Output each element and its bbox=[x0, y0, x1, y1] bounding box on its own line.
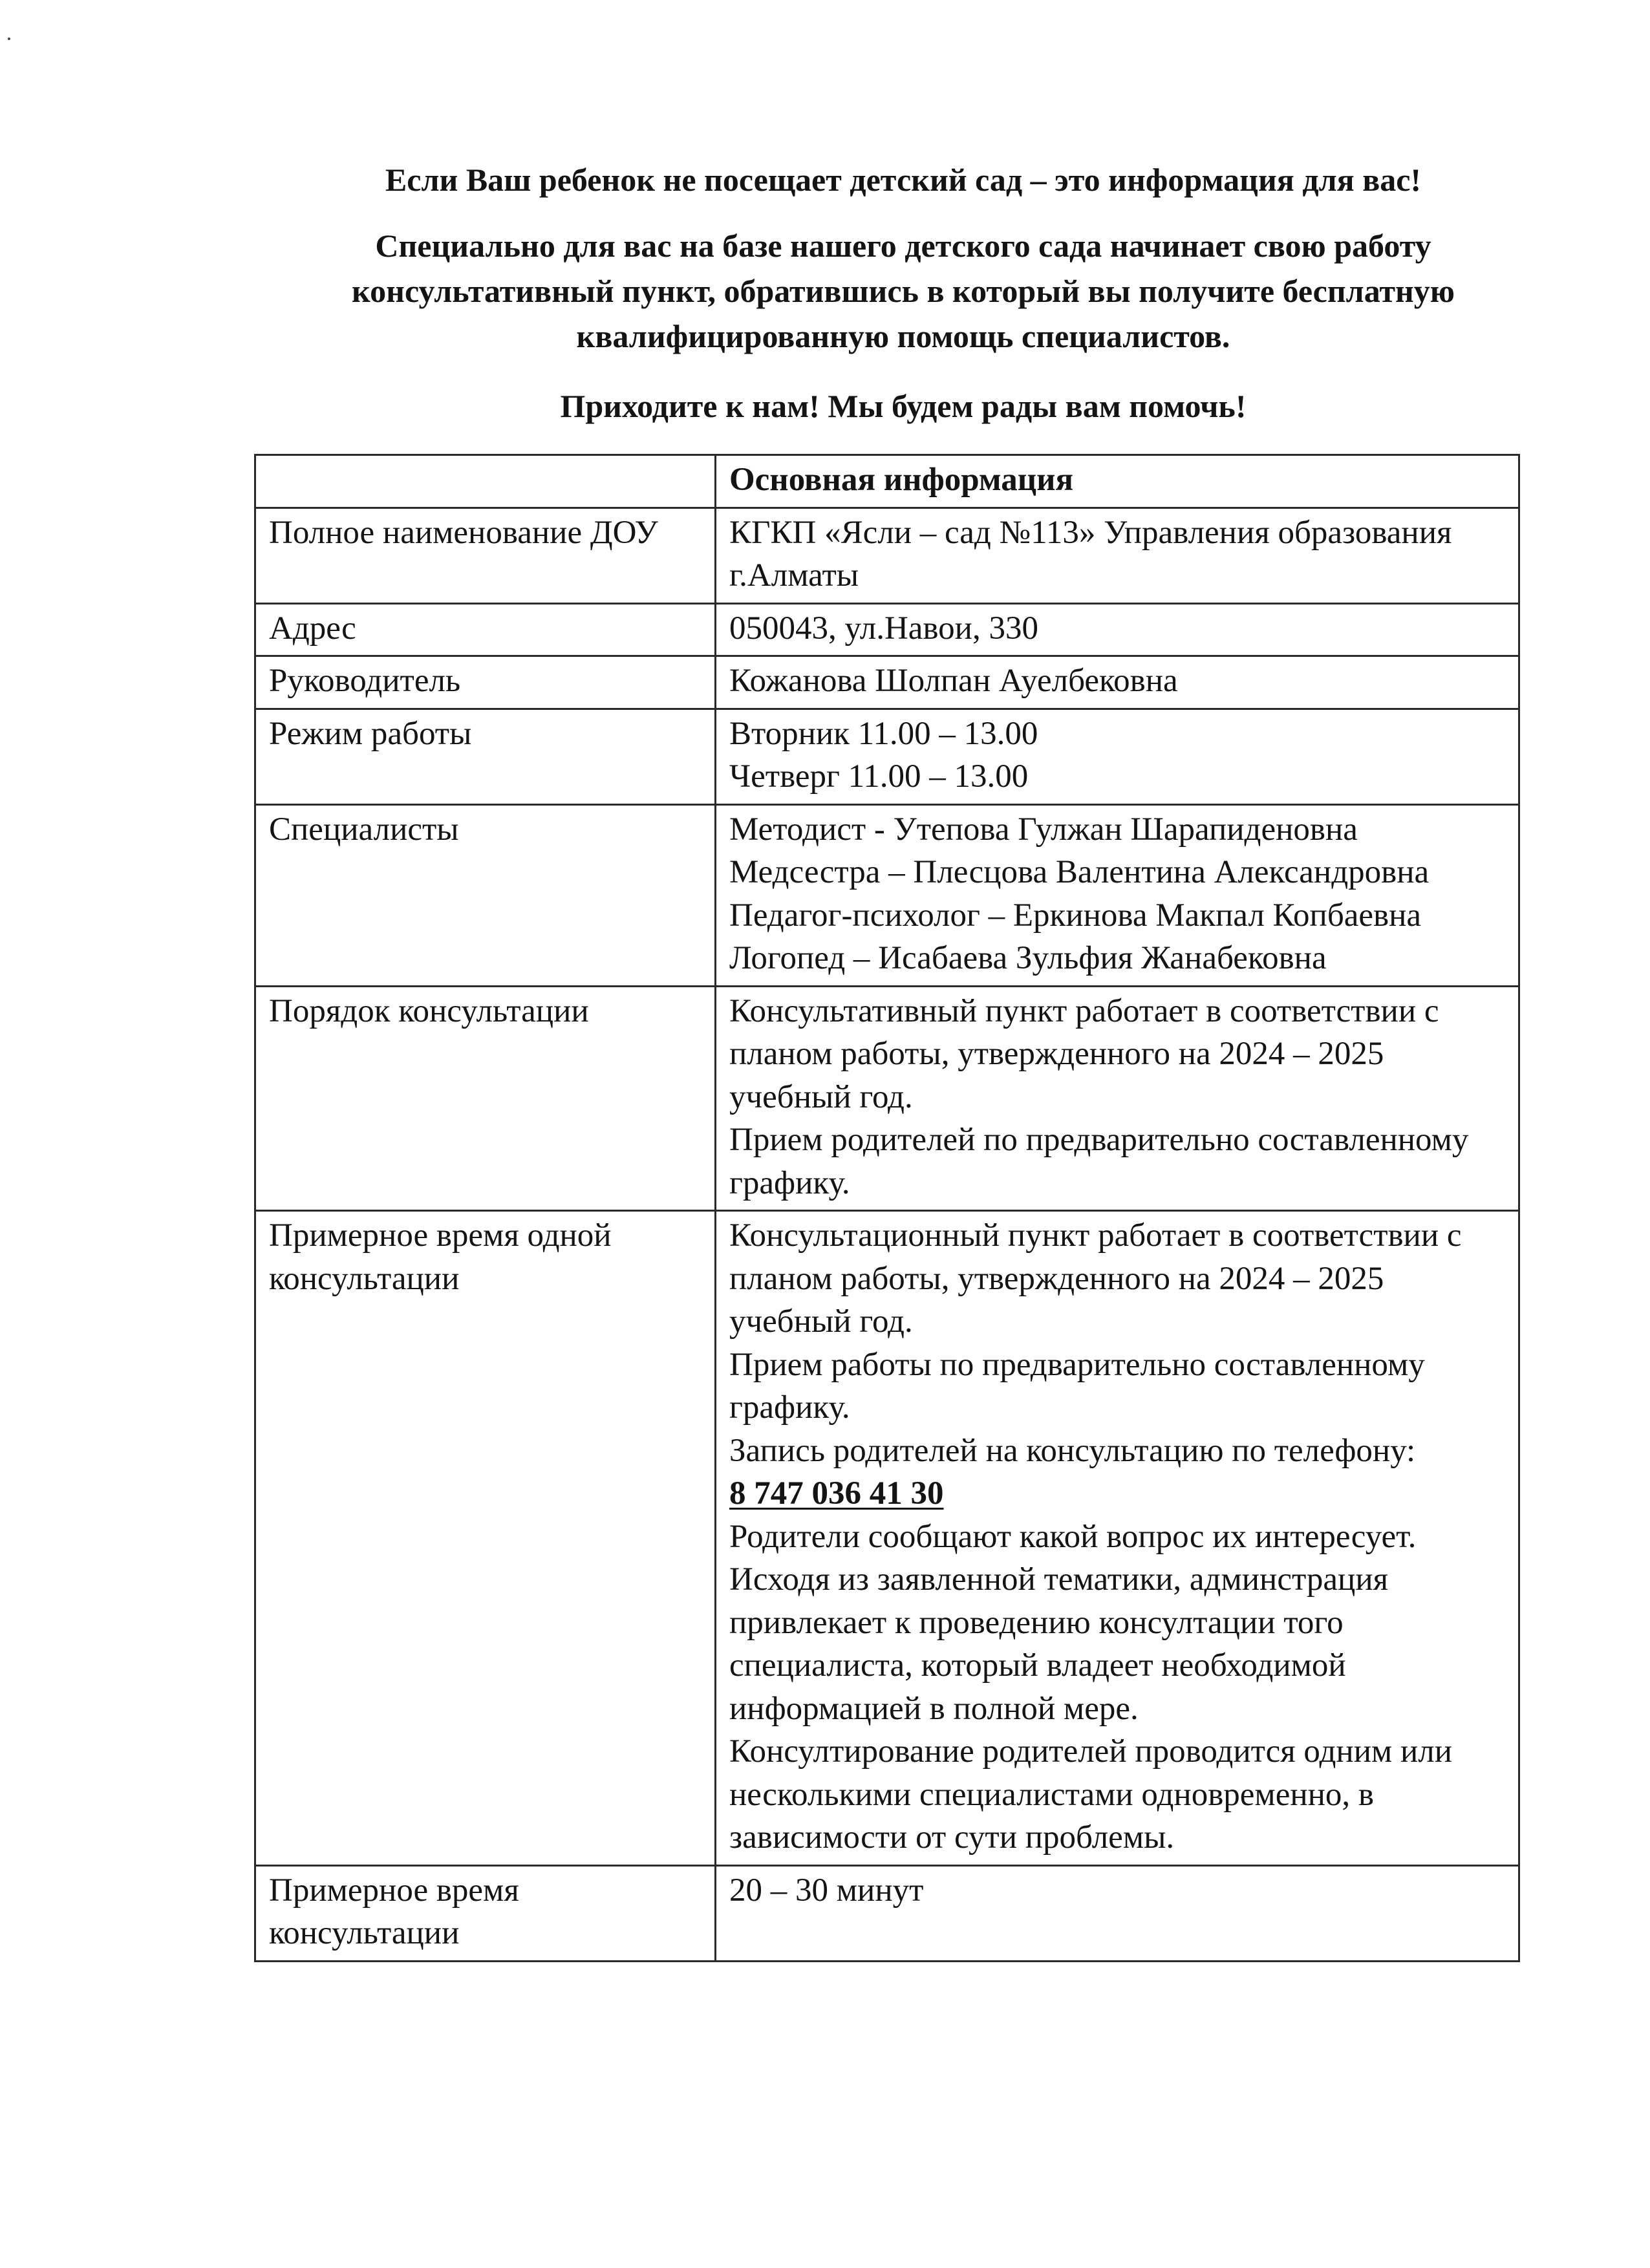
table-row bbox=[255, 986, 1519, 1211]
procedure-line: Прием родителей по предварительно составленному графику. bbox=[729, 1122, 1469, 1201]
row-value-name: КГКП «Ясли – сад №113» Управления образования г.Алматы bbox=[716, 508, 1519, 603]
specialist-line: Медсестра – Плесцова Валентина Александровна bbox=[729, 854, 1430, 890]
table-row bbox=[255, 1865, 1519, 1961]
consultation-line: Консултирование родителей проводится одним или несколькими специалистами одновременно, в зависимости от сути проблемы. bbox=[729, 1733, 1453, 1856]
row-label-address: Адрес bbox=[255, 603, 716, 656]
specialist-line: Педагог-психолог – Еркинова Макпал Копбаевна bbox=[729, 897, 1422, 934]
schedule-line: Вторник 11.00 – 13.00 bbox=[729, 715, 1038, 752]
row-label-approx-one: Примерное время одной консультации bbox=[255, 1211, 716, 1866]
row-label-name: Полное наименование ДОУ bbox=[255, 508, 716, 603]
row-value-procedure bbox=[716, 986, 1519, 1211]
row-label-procedure: Порядок консультации bbox=[255, 986, 716, 1211]
info-table bbox=[254, 454, 1520, 1962]
table-row bbox=[255, 508, 1519, 603]
table-row bbox=[255, 1211, 1519, 1866]
row-label-approx-time: Примерное время консультации bbox=[255, 1865, 716, 1961]
scan-speck bbox=[8, 37, 10, 40]
consultation-line: Прием работы по предварительно составленному графику. bbox=[729, 1346, 1425, 1426]
intro-paragraph: Специально для вас на базе нашего детского сада начинает свою работу консультативный пункт, обратившись в который вы получите бесплатную квалифицированную помощь специалистов. bbox=[351, 228, 1455, 354]
invitation-line: Приходите к нам! Мы будем рады вам помочь! bbox=[560, 388, 1247, 424]
consultation-line: Консультационный пункт работает в соответствии с планом работы, утвержденного на 2024 – 2025 учебный год. bbox=[729, 1217, 1462, 1340]
phone-number[interactable]: 8 747 036 41 30 bbox=[729, 1475, 944, 1512]
row-value-schedule bbox=[716, 709, 1519, 804]
header-cell: Основная информация bbox=[716, 455, 1519, 508]
consultation-line: Родители сообщают какой вопрос их интересует. Исходя из заявленной тематики, админстрация привлекает к проведению консултации того специалиста, который владеет необходимой информацией в полной мере. bbox=[729, 1518, 1417, 1727]
schedule-line: Четверг 11.00 – 13.00 bbox=[729, 758, 1029, 795]
table-row bbox=[255, 603, 1519, 656]
notice-heading: Если Ваш ребенок не посещает детский сад – это информация для вас! bbox=[385, 162, 1422, 198]
table-row bbox=[255, 804, 1519, 986]
table-row bbox=[255, 709, 1519, 804]
row-label-schedule: Режим работы bbox=[255, 709, 716, 804]
row-value-address: 050043, ул.Навои, 330 bbox=[716, 603, 1519, 656]
table-row bbox=[255, 656, 1519, 709]
row-value-director: Кожанова Шолпан Ауелбековна bbox=[716, 656, 1519, 709]
table-header-row bbox=[255, 455, 1519, 508]
row-label-director: Руководитель bbox=[255, 656, 716, 709]
header-empty-cell bbox=[255, 455, 716, 508]
row-value-specialists bbox=[716, 804, 1519, 986]
row-value-approx-one bbox=[716, 1211, 1519, 1866]
procedure-line: Консультативный пункт работает в соответствии с планом работы, утвержденного на 2024 – 2025 учебный год. bbox=[729, 992, 1439, 1115]
row-label-specialists: Специалисты bbox=[255, 804, 716, 986]
specialist-line: Методист - Утепова Гулжан Шарапиденовна bbox=[729, 811, 1358, 848]
consultation-line: Запись родителей на консультацию по телефону: bbox=[729, 1432, 1416, 1469]
specialist-line: Логопед – Исабаева Зульфия Жанабековна bbox=[729, 940, 1327, 976]
row-value-approx-time: 20 – 30 минут bbox=[716, 1865, 1519, 1961]
